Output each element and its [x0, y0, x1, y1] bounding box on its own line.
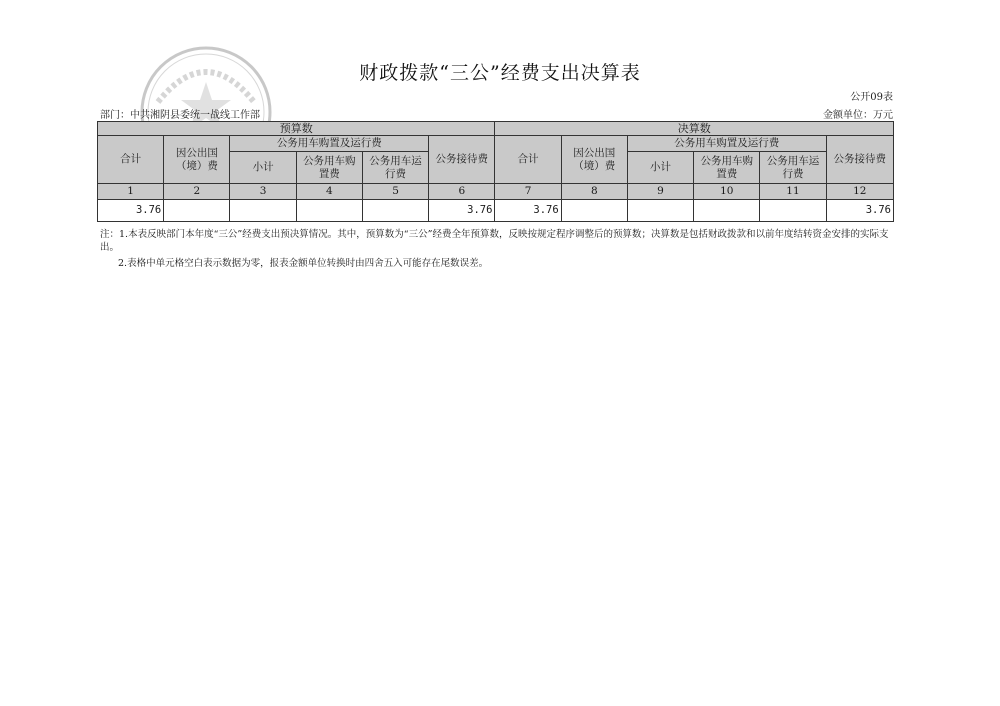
final-reception-header: 公务接待费 — [826, 136, 893, 184]
column-number: 7 — [495, 184, 561, 200]
column-number: 1 — [98, 184, 164, 200]
final-vehicle-purchase-header: 公务用车购置费 — [694, 152, 760, 184]
column-number: 9 — [627, 184, 693, 200]
final-subtotal-header: 小计 — [627, 152, 693, 184]
column-number: 4 — [296, 184, 362, 200]
column-number: 12 — [826, 184, 893, 200]
budget-vehicle-operation-header: 公务用车运行费 — [362, 152, 428, 184]
table-cell — [230, 200, 296, 222]
three-public-expense-table — [97, 121, 894, 222]
budget-abroad-header: 因公出国（境）费 — [164, 136, 230, 184]
budget-vehicle-group-header: 公务用车购置及运行费 — [230, 136, 429, 152]
column-number: 3 — [230, 184, 296, 200]
table-notes — [100, 228, 900, 270]
note-1: 注：1.本表反映部门本年度“三公”经费支出预决算情况。其中，预算数为“三公”经费全年预算数，反映按规定程序调整后的预算数；决算数是包括财政拨款和以前年度结转资金安排的实际支出。 — [100, 229, 889, 253]
budget-group-header: 预算数 — [98, 122, 495, 136]
column-number: 6 — [429, 184, 495, 200]
budget-vehicle-purchase-header: 公务用车购置费 — [296, 152, 362, 184]
column-number: 11 — [760, 184, 826, 200]
table-header-row — [98, 136, 894, 152]
column-number-row — [98, 184, 894, 200]
table-cell: 3.76 — [98, 200, 164, 222]
form-number: 公开09表 — [850, 92, 893, 103]
final-total-header: 合计 — [495, 136, 561, 184]
budget-total-header: 合计 — [98, 136, 164, 184]
final-vehicle-operation-header: 公务用车运行费 — [760, 152, 826, 184]
department-label: 部门：中共湘阴县委统一战线工作部 — [100, 110, 260, 121]
column-number: 2 — [164, 184, 230, 200]
table-cell — [694, 200, 760, 222]
final-group-header: 决算数 — [495, 122, 894, 136]
table-group-row — [98, 122, 894, 136]
table-cell: 3.76 — [495, 200, 561, 222]
final-vehicle-group-header: 公务用车购置及运行费 — [627, 136, 826, 152]
note-2: 2.表格中单元格空白表示数据为零，报表金额单位转换时由四舍五入可能存在尾数误差。 — [118, 258, 489, 269]
page-title: 财政拨款“三公”经费支出决算表 — [359, 62, 641, 84]
column-number: 10 — [694, 184, 760, 200]
table-cell — [760, 200, 826, 222]
final-abroad-header: 因公出国（境）费 — [561, 136, 627, 184]
budget-subtotal-header: 小计 — [230, 152, 296, 184]
table-cell — [164, 200, 230, 222]
table-cell: 3.76 — [429, 200, 495, 222]
table-row — [98, 200, 894, 222]
table-cell — [362, 200, 428, 222]
column-number: 5 — [362, 184, 428, 200]
table-cell — [296, 200, 362, 222]
budget-reception-header: 公务接待费 — [429, 136, 495, 184]
amount-unit-label: 金额单位：万元 — [823, 110, 893, 121]
table-cell: 3.76 — [826, 200, 893, 222]
table-cell — [627, 200, 693, 222]
column-number: 8 — [561, 184, 627, 200]
table-cell — [561, 200, 627, 222]
